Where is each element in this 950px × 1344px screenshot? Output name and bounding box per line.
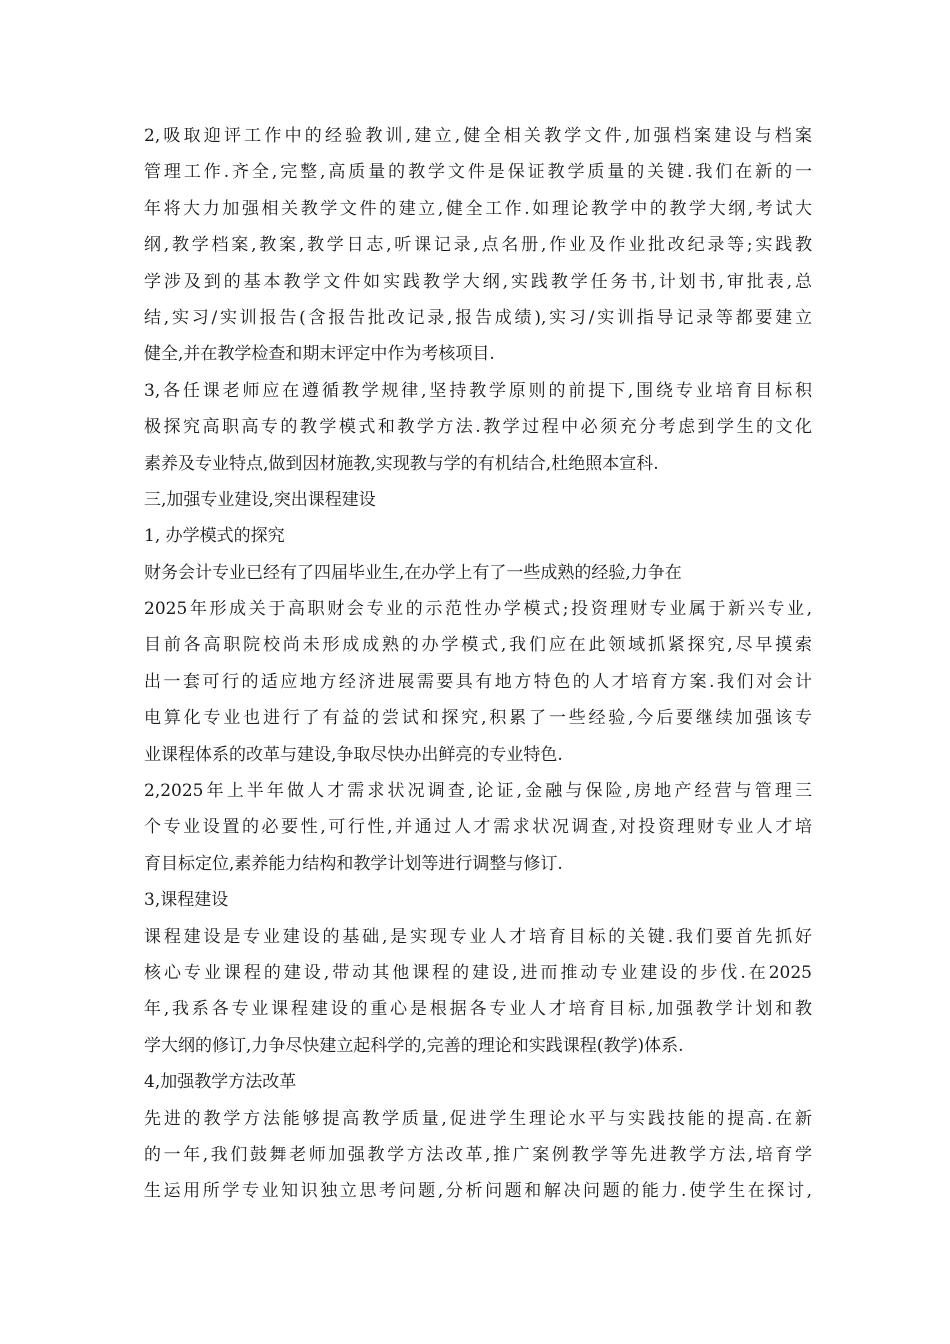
text-line: 出一套可行的适应地方经济进展需要具有地方特色的人才培育方案.我们对会计 (144, 671, 812, 692)
text-line: 育目标定位,素养能力结构和教学计划等进行调整与修订. (144, 853, 563, 874)
text-line: 三,加强专业建设,突出课程建设 (144, 489, 376, 510)
text-line: 年将大力加强相关教学文件的建立,健全工作.如理论教学中的教学大纲,考试大 (144, 198, 812, 219)
text-line: 纲,教学档案,教案,教学日志,听课记录,点名册,作业及作业批改纪录等;实践教 (144, 235, 812, 256)
text-line: 2,吸取迎评工作中的经验教训,建立,健全相关教学文件,加强档案建设与档案 (144, 126, 812, 146)
text-line: 2,2025年上半年做人才需求状况调查,论证,金融与保险,房地产经营与管理三 (144, 781, 812, 802)
text-line: 课程建设是专业建设的基础,是实现专业人才培育目标的关键.我们要首先抓好 (144, 926, 812, 947)
text-line: 2025年形成关于高职财会专业的示范性办学模式;投资理财专业属于新兴专业, (144, 599, 812, 620)
text-line: 先进的教学方法能够提高教学质量,促进学生理论水平与实践技能的提高.在新 (144, 1108, 812, 1129)
text-line: 1, 办学模式的探究 (144, 526, 285, 547)
text-line: 学大纲的修订,力争尽快建立起科学的,完善的理论和实践课程(教学)体系. (144, 1035, 684, 1056)
text-line: 3,各任课老师应在遵循教学规律,坚持教学原则的前提下,围绕专业培育目标积 (144, 380, 812, 401)
text-line: 管理工作.齐全,完整,高质量的教学文件是保证教学质量的关键.我们在新的一 (144, 162, 812, 183)
text-line: 财务会计专业已经有了四届毕业生,在办学上有了一些成熟的经验,力争在 (144, 562, 682, 583)
text-line: 结,实习/实训报告(含报告批改记录,报告成绩),实习/实训指导记录等都要建立 (144, 307, 812, 328)
text-line: 健全,并在教学检查和期末评定中作为考核项目. (144, 344, 495, 365)
text-line: 3,课程建设 (144, 890, 229, 911)
text-line: 学涉及到的基本教学文件如实践教学大纲,实践教学任务书,计划书,审批表,总 (144, 271, 812, 292)
text-line: 年,我系各专业课程建设的重心是根据各专业人才培育目标,加强教学计划和教 (144, 999, 812, 1020)
text-line: 的一年,我们鼓舞老师加强教学方法改革,推广案例教学等先进教学方法,培育学 (144, 1144, 812, 1165)
text-line: 业课程体系的改革与建设,争取尽快办出鲜亮的专业特色. (144, 744, 563, 765)
text-line: 生运用所学专业知识独立思考问题,分析问题和解决问题的能力.使学生在探讨, (144, 1181, 812, 1202)
text-line: 极探究高职高专的教学模式和教学方法.教学过程中必须充分考虑到学生的文化 (144, 417, 812, 438)
document-body (144, 118, 812, 1210)
text-line: 个专业设置的必要性,可行性,并通过人才需求状况调查,对投资理财专业人才培 (144, 817, 812, 838)
text-line: 核心专业课程的建设,带动其他课程的建设,进而推动专业建设的步伐.在2025 (144, 962, 812, 983)
text-line: 4,加强教学方法改革 (144, 1072, 297, 1093)
text-line: 目前各高职院校尚未形成成熟的办学模式,我们应在此领域抓紧探究,尽早摸索 (144, 635, 812, 656)
text-line: 电算化专业也进行了有益的尝试和探究,积累了一些经验,今后要继续加强该专 (144, 708, 812, 729)
text-line: 素养及专业特点,做到因材施教,实现教与学的有机结合,杜绝照本宣科. (144, 453, 659, 474)
